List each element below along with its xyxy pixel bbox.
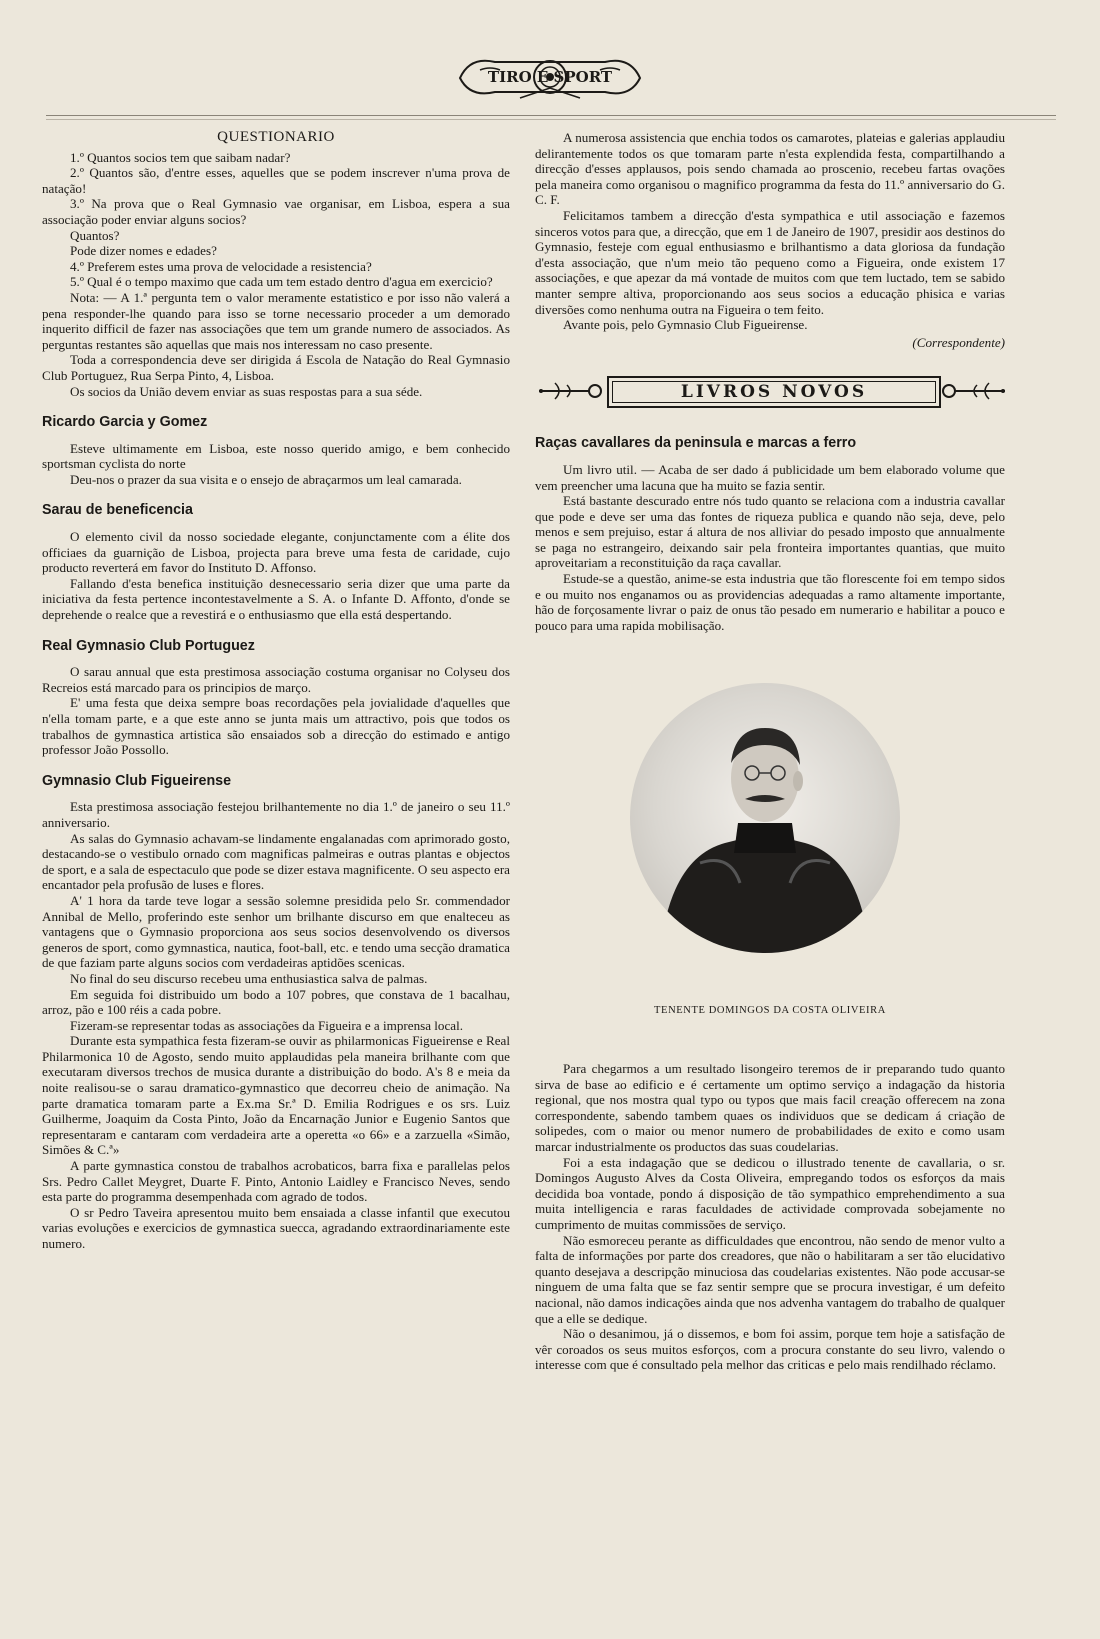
after-para-1: Para chegarmos a um resultado lisongeiro teremos de ir preparando tudo quanto sirva de base ao edificio e é certamente um optimo serviço a indagação da historia regional, que nos mostra qual typo ou typos que mais facil creação offerecem na zona correspondente, sabendo tambem quaes os individuos que se dedicam á criação de solipedes, com o maior ou menor numero de probabilidades de exito e como usam marcar industrialmente os productos das suas coudelarias. <box>535 1061 1005 1154</box>
figueirense-para-8: A parte gymnastica constou de trabalhos acrobaticos, barra fixa e parallelas pelos Srs. Pedro Callet Meygret, Duarte F. Pinto, Antonio Laidley e Francisco Neves, sendo esta parte do programma desempenhada com agrado de todos. <box>42 1158 510 1205</box>
header-rule <box>46 115 1056 116</box>
figueirense-cont-para-1: A numerosa assistencia que enchia todos os camarotes, plateias e galerias applaudiu delirantemente todos os que tomaram parte n'esta explendida festa, compartilhando a direcção d'esses applausos, pois sendo chamada ao proscenio, recebeu fartas ovações pela maneira como organisou o magnifico programma da festa do 11.º anniversario do G. C. F. <box>535 130 1005 208</box>
questionario-para-3: 3.º Na prova que o Real Gymnasio vae organisar, em Lisboa, espera a sua associação poder enviar alguns socios? <box>42 196 510 227</box>
figueirense-cont-para-2: Felicitamos tambem a direcção d'esta sympathica e util associação e fazemos sinceros votos para que, a direcção, que em 1 de Janeiro de 1907, presidir aos destinos do Gymnasio, festeje com egual enthusiasmo e brilhantismo a data gloriosa da fundação d'esta associação, que n'um meio tão pequeno como a Figueira, onde existem 17 associações, e que apezar da má vontade de muitos com que tem luctado, tem se sabido manter sempre altiva, proporcionando aos seus socios a educação phisica e varias diversões como nenhuma outra na Figueira o tem feito. <box>535 207 1005 317</box>
livros-novos-title: LIVROS NOVOS <box>680 381 868 402</box>
figueirense-para-9: O sr Pedro Taveira apresentou muito bem ensaiada a classe infantil que executou varias evoluções e exercicios de gymnastica suecca, agradando extraordinariamente este numero. <box>42 1204 510 1251</box>
livros-novos-banner <box>535 370 1005 414</box>
questionario-para-6: 4.º Preferem estes uma prova de velocidade a resistencia? <box>70 258 372 274</box>
right-ornament-icon <box>939 378 1009 404</box>
figueirense-para-1: Esta prestimosa associação festejou brilhantemente no dia 1.º de janeiro o seu 11.º anniversario. <box>42 799 510 830</box>
masthead <box>0 48 1100 110</box>
masthead-logo <box>450 48 650 106</box>
questionario-para-2: 2.º Quantos são, d'entre esses, aquelles que se podem inscrever n'uma prova de natação! <box>42 165 510 196</box>
portrait-caption: TENENTE DOMINGOS DA COSTA OLIVEIRA <box>654 1005 886 1017</box>
left-ornament-icon <box>535 378 605 404</box>
questionario-para-8: Nota: — A 1.ª pergunta tem o valor meramente estatistico e por isso não valerá a pena responder-lhe quando para isso se torne necessario proceder a um demorado inquerito difficil de fazer nas associações que tem um grande numero de associados. As perguntas restantes são aquellas que mais nos interessam no caso presente. <box>42 289 510 352</box>
racas-para-2: Está bastante descurado entre nós tudo quanto se relaciona com a industria cavallar que pode e deve ser uma das fontes de riqueza publica e quando não seja, deve, pelo menos e sem prejuiso, estar á altura de nos alliviar do pesado imposto que annualmente se paga no estrangeiro, deixando sair pela fronteira importantes quantias, que muito aproveitariam a reconstituição da raça cavallar. <box>535 493 1005 571</box>
figueirense-para-6: Fizeram-se representar todas as associações da Figueira e a imprensa local. <box>70 1017 464 1033</box>
questionario-heading: QUESTIONARIO <box>217 129 335 145</box>
sarau-para-1: O elemento civil da nosso sociedade elegante, conjunctamente com a élite dos officiaes da guarnição de Lisboa, projecta para breve uma festa de caridade, cujo producto reverterá em favor do Instituto D. Affonso. <box>42 529 510 576</box>
questionario-para-1: 1.º Quantos socios tem que saibam nadar? <box>70 149 291 165</box>
correspondent-signature: (Correspondente) <box>912 334 1005 350</box>
masthead-logo-text: TIRO E SPORT <box>487 68 613 86</box>
real-gymnasio-para-2: E' uma festa que deixa sempre boas recordações pela jovialidade d'aquelles que n'ella tomam parte, e a que este anno se junta mais um attractivo, pois que todos os trabalhos de gymnastica artistica são ensaiados sob a direcção do estimado e antigo professor João Possollo. <box>42 695 510 758</box>
ricardo-para-2: Deu-nos o prazer da sua visita e o ensejo de abraçarmos um leal camarada. <box>70 471 462 487</box>
portrait-photo <box>630 683 900 953</box>
questionario-para-5: Pode dizer nomes e edades? <box>70 243 217 259</box>
real-gymnasio-para-1: O sarau annual que esta prestimosa associação costuma organisar no Colyseu dos Recreios está marcado para os principios de março. <box>42 664 510 695</box>
questionario-para-9: Toda a correspondencia deve ser dirigida á Escola de Natação do Real Gymnasio Club Portuguez, Rua Serpa Pinto, 4, Lisboa. <box>42 352 510 383</box>
real-gymnasio-heading: Real Gymnasio Club Portuguez <box>42 637 255 654</box>
figueirense-heading: Gymnasio Club Figueirense <box>42 772 232 789</box>
ricardo-heading: Ricardo Garcia y Gomez <box>42 414 208 431</box>
portrait-figure <box>535 663 1005 993</box>
figueirense-para-5: Em seguida foi distribuido um bodo a 107 pobres, que constava de 1 bacalhau, arroz, pão e 100 réis a cada pobre. <box>42 986 510 1018</box>
ricardo-para-1: Esteve ultimamente em Lisboa, este nosso querido amigo, e bem conhecido sportsman cyclista do norte <box>42 440 510 472</box>
figueirense-para-4: No final do seu discurso recebeu uma enthusiastica salva de palmas. <box>70 970 428 986</box>
after-para-3: Não esmoreceu perante as difficuldades que encontrou, não sendo de menor vulto a falta de informações por parte dos creadores, que não o habilitaram a ser tão elucidativo quanto desejava a descripção minuciosa das coudelarias existentes. Não pode accusar-se ninguem de uma falta que se faz sentir sempre que se procura investigar, é um defeito nacional, não damos indicações ainda que nos advenha vantagem do trabalho de qualquer que a elle se dedique. <box>535 1232 1005 1326</box>
questionario-para-7: 5.º Qual é o tempo maximo que cada um tem estado dentro d'agua em exercicio? <box>70 274 493 290</box>
figueirense-para-3: A' 1 hora da tarde teve logar a sessão solemne presidida pelo Sr. commendador Annibal de Mello, proferindo este senhor um brilhante discurso em que enalteceu as vantagens que o Gymnasio proporciona aos seus socios desenvolvendo os diversos generos de sport, como gymnastica, nautica, foot-ball, etc. e tendo uma secção dramatica de que faziam parte alguns socios com verdadeiras aptidões scenicas. <box>42 892 510 971</box>
racas-para-1: Um livro util. — Acaba de ser dado á publicidade um bem elaborado volume que vem preencher uma lacuna que ha muito se fazia sentir. <box>535 461 1005 493</box>
after-para-4: Não o desanimou, já o dissemos, e bom foi assim, porque tem hoje a satisfação de vêr coroados os seus muitos esforços, com a procura constante do seu livro, valendo o interesse com que é consultado pela melhor das criticas e pelo mais rendilhado réclamo. <box>535 1326 1005 1373</box>
questionario-para-10: Os socios da União devem enviar as suas respostas para a sua séde. <box>70 383 423 399</box>
sarau-para-2: Fallando d'esta benefica instituição desnecessario seria dizer que uma parte da iniciativa da festa pertence incontestavelmente a S. A. o Infante D. Affonto, d'onde se deprehende o realce que a revestirá e o enthusiasmo que ella está despertando. <box>42 575 510 623</box>
questionario-para-4: Quantos? <box>70 227 120 243</box>
livros-novos-box <box>607 376 941 408</box>
sarau-heading: Sarau de beneficencia <box>42 502 193 519</box>
figueirense-para-7: Durante esta sympathica festa fizeram-se ouvir as philarmonicas Figueirense e Real Philarmonica 10 de Agosto, sendo muito applaudidas pela maneira brilhante com que executaram diversos trechos de musica durante a distribuição do bodo. A's 8 e meia da noite realisou-se o sarau dramatico-gymnastico que decorreu cheio de animação. Na parte dramatica tomaram parte a Ex.ma Sr.ª D. Emilia Rodrigues e os srs. Luiz Guilherme, Joaquim da Costa Pinto, João da Encarnação Junior e Eugenio Santos que representaram e cantaram com verdadeira arte a operetta «o 66» e a zarzuella «Simão, Simões & C.ª» <box>42 1033 510 1158</box>
right-column <box>535 130 1005 1373</box>
officer-portrait-icon <box>630 683 900 953</box>
racas-heading: Raças cavallares da peninsula e marcas a ferro <box>535 435 857 452</box>
racas-para-3: Estude-se a questão, anime-se esta industria que tão florescente foi em tempo sidos e ou muito nos enganamos ou as providencias adequadas a ramo altamente importante, hão de forçosamente livrar o paiz de onus tão pesado em numerario e habilitar a pouco e pouco para uma rapida mobilisação. <box>535 571 1005 633</box>
after-para-2: Foi a esta indagação que se dedicou o illustrado tenente de cavallaria, o sr. Domingos Augusto Alves da Costa Oliveira, empregando todos os esforços da mais decidida boa vontade, pondo á disposição de tão sympathico emprehendimento a sua muita intelligencia e raras faculdades de actividade comprovada sobejamente no cumprimento de muitas commissões de serviço. <box>535 1154 1005 1232</box>
figueirense-para-2: As salas do Gymnasio achavam-se lindamente engalanadas com aprimorado gosto, destacando-se o vestibulo ornado com magnificas palmeiras e outras plantas e objectos de sport, e a sala de espectaculo que pode se dizer estava magnificente. O seu aspecto era encantador pela profusão de luses e flores. <box>42 830 510 893</box>
header-rule-secondary <box>46 119 1056 120</box>
figueirense-cont-para-3: Avante pois, pelo Gymnasio Club Figueirense. <box>563 317 808 333</box>
left-column <box>42 130 510 1252</box>
